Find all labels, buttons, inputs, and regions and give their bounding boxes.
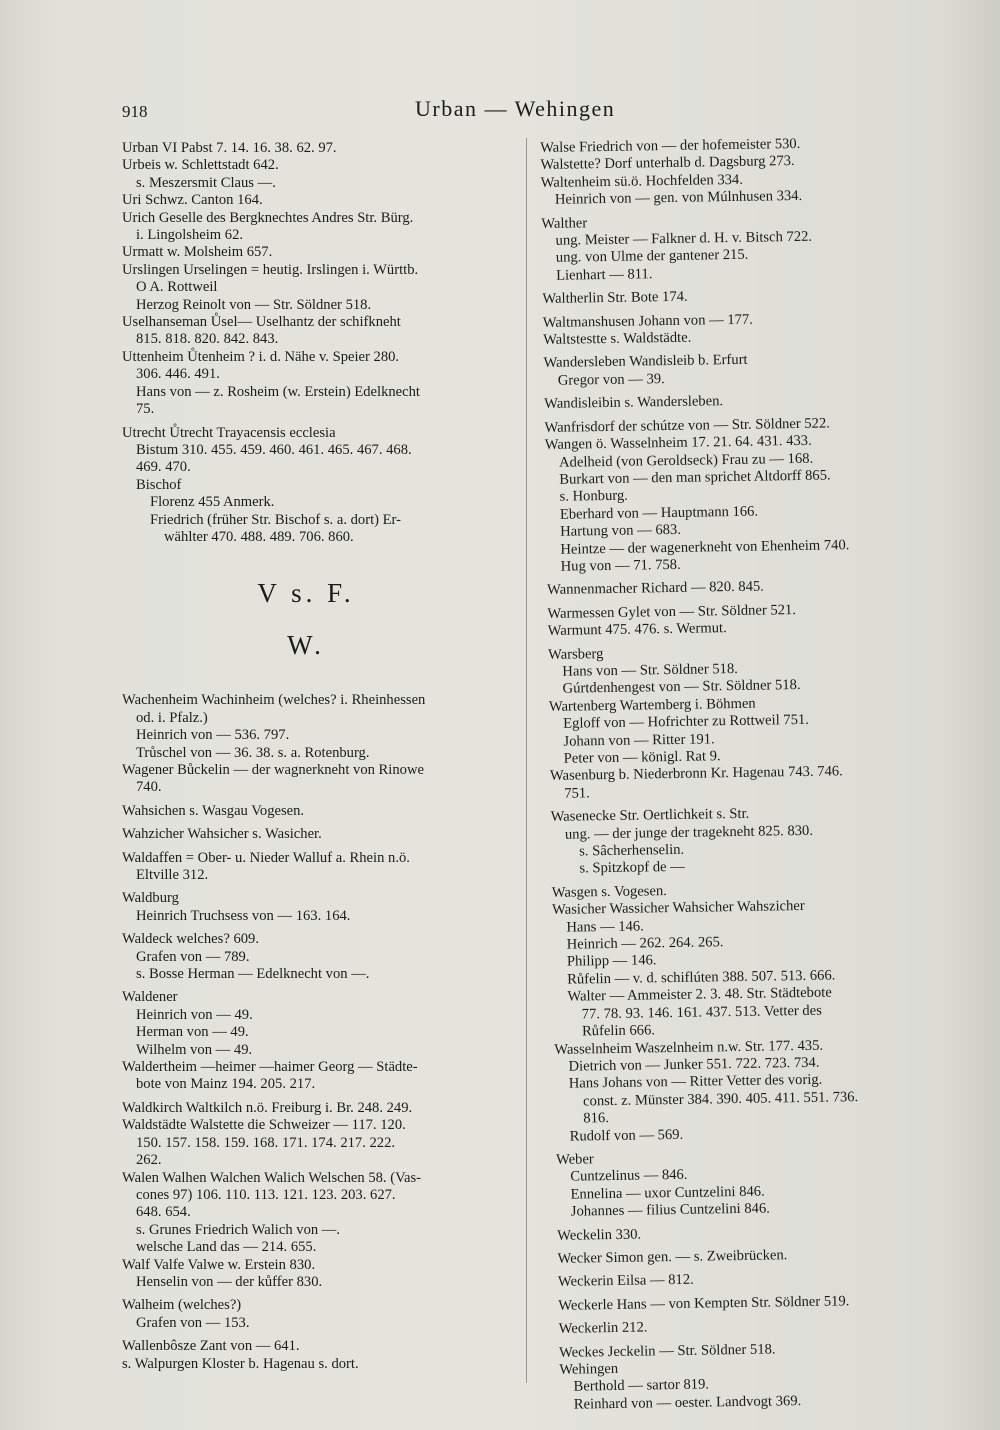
index-subentry: Wilhelm von — 49. <box>136 1041 253 1058</box>
index-entry: Waltherlin Str. Bote 174. <box>542 288 688 308</box>
index-subentry: Hans von — z. Rosheim (w. Erstein) Edelknecht <box>136 383 420 400</box>
index-subentry: Trůschel von — 36. 38. s. a. Rotenburg. <box>136 744 370 761</box>
index-subentry: Eberhard von — Hauptmann 166. <box>559 503 759 523</box>
index-entries-w-continued <box>540 134 965 1414</box>
index-subentry: Rudolf von — 569. <box>569 1126 684 1145</box>
index-subentry: Herman von — 49. <box>136 1024 249 1041</box>
index-entry: Weckerlin 212. <box>558 1319 648 1338</box>
index-entry: Weckerle Hans — von Kempten Str. Söldner 519. <box>558 1293 850 1314</box>
index-entry: Walther <box>541 214 588 232</box>
index-subentry: O A. Rottweil <box>136 279 218 296</box>
index-subentry: Lienhart — 811. <box>556 266 653 284</box>
column-divider <box>526 138 527 1383</box>
index-subentry: ung. von Ulme der gantener 215. <box>555 247 749 267</box>
index-subentry: Henselin von — der kůffer 830. <box>136 1273 323 1290</box>
index-entry: Utrecht Ůtrecht Trayacensis ecclesia <box>122 424 336 441</box>
index-entry: Wahzicher Wahsicher s. Wasicher. <box>122 826 322 843</box>
index-entry: Wandisleibin s. Wandersleben. <box>544 393 724 413</box>
index-subentry: Růfelin 666. <box>581 1022 656 1040</box>
index-subentry: ung. — der junge der tragekneht 825. 830. <box>564 822 814 843</box>
index-entry: Waltenheim sü.ö. Hochfelden 334. <box>540 171 744 191</box>
index-entry: Walen Walhen Walchen Walich Welschen 58. (Vas- <box>122 1169 422 1186</box>
index-entry: Wehingen <box>559 1360 619 1378</box>
right-column <box>540 134 965 1414</box>
index-entry: Warmunt 475. 476. s. Wermut. <box>547 620 727 640</box>
running-title: Urban — Wehingen <box>415 96 616 121</box>
index-entry: Waltmanshusen Johann von — 177. <box>542 311 753 331</box>
index-subentry: wählter 470. 488. 489. 706. 860. <box>164 528 354 545</box>
index-entry: Weckes Jeckelin — Str. Söldner 518. <box>558 1341 776 1361</box>
index-subentry: Heinrich Truchsess von — 163. 164. <box>136 907 351 924</box>
index-entry: Wannenmacher Richard — 820. 845. <box>546 578 765 599</box>
index-subentry: const. z. Münster 384. 390. 405. 411. 551. 736. <box>582 1088 859 1110</box>
index-entry: Wasgen s. Vogesen. <box>551 882 667 901</box>
index-subentry: Reinhard von — oester. Landvogt 369. <box>573 1392 802 1413</box>
index-entry: Urban VI Pabst 7. 14. 16. 38. 62. 97. <box>122 140 337 156</box>
index-entry: Weckelin 330. <box>557 1226 642 1244</box>
index-entry: Weber <box>555 1151 594 1168</box>
index-subentry: 77. 78. 93. 146. 161. 437. 513. Vetter des <box>581 1002 822 1023</box>
index-subentry: Hug von — 71. 758. <box>560 556 681 575</box>
index-subentry: s. Honburg. <box>559 487 628 506</box>
index-subentry: 815. 818. 820. 842. 843. <box>136 331 279 348</box>
index-subentry: 751. <box>564 785 590 802</box>
index-entries-w <box>122 692 520 1373</box>
index-entry: Wallenbôsze Zant von — 641. <box>122 1338 300 1355</box>
index-subentry: Hartung von — 683. <box>560 521 682 540</box>
index-subentry: cones 97) 106. 110. 113. 121. 123. 203. 627. <box>136 1186 396 1203</box>
left-column <box>122 140 520 1373</box>
index-entry: Wachenheim Wachinheim (welches? i. Rheinhessen <box>122 692 426 709</box>
index-subentry: Gregor von — 39. <box>557 370 665 389</box>
index-entry: Waldertheim —heimer —haimer Georg — Städte- <box>122 1059 418 1076</box>
index-subentry: s. Grunes Friedrich Walich von —. <box>136 1221 341 1238</box>
index-subentry: 306. 446. 491. <box>136 366 220 383</box>
index-subentry: Walter — Ammeister 2. 3. 48. Str. Städtebote <box>567 984 832 1005</box>
index-subentry: Eltville 312. <box>136 867 209 883</box>
index-subentry: Berthold — sartor 819. <box>573 1376 710 1396</box>
index-subentry: 648. 654. <box>136 1204 191 1221</box>
index-subentry: i. Lingolsheim 62. <box>136 227 244 244</box>
index-entry: Wangen ö. Wasselnheim 17. 21. 64. 431. 433. <box>544 432 812 454</box>
index-entry: Waldstädte Walstette die Schweizer — 117. 120. <box>122 1117 406 1134</box>
index-subentry: 740. <box>136 779 162 796</box>
index-entry: Waldaffen = Ober- u. Nieder Walluf a. Rhein n.ö. <box>122 849 410 866</box>
index-subentry: bote von Mainz 194. 205. 217. <box>136 1076 316 1093</box>
index-entry: Wahsichen s. Wasgau Vogesen. <box>122 802 305 819</box>
index-entry: Walse Friedrich von — der hofemeister 530. <box>540 135 801 156</box>
index-subentry: ung. Meister — Falkner d. H. v. Bitsch 722. <box>555 228 813 249</box>
index-subentry: 75. <box>136 401 155 418</box>
index-subentry: Grafen von — 153. <box>136 1314 250 1331</box>
index-subentry: Dietrich von — Junker 551. 722. 723. 734. <box>568 1054 820 1075</box>
index-subentry: Heinrich von — gen. von Múlnhusen 334. <box>554 188 803 208</box>
index-entry: Walheim (welches?) <box>122 1297 242 1314</box>
index-subentry: Johann von — Ritter 191. <box>563 730 715 750</box>
letter-heading-w: W. <box>287 630 325 661</box>
index-entry: Walstette? Dorf unterhalb d. Dagsburg 273. <box>540 153 795 174</box>
index-entry: Uselhanseman Ůsel— Uselhantz der schifkneht <box>122 314 401 331</box>
index-subentry: Růfelin — v. d. schiflúten 388. 507. 513. 666. <box>567 967 836 988</box>
index-entry: Waltstestte s. Waldstädte. <box>543 329 692 349</box>
index-entries-u <box>122 140 520 546</box>
index-subentry: Hans Johans von — Ritter Vetter des vorig. <box>568 1071 823 1092</box>
page-number: 918 <box>122 102 148 121</box>
index-subentry: 816. <box>583 1110 610 1127</box>
index-subentry: Peter von — königl. Rat 9. <box>563 748 721 767</box>
index-subentry: Heintze — der wagenerkneht von Ehenheim 740. <box>560 536 850 558</box>
index-entry: Wasenecke Str. Oertlichkeit s. Str. <box>550 806 750 826</box>
index-entry: Waldkirch Waltkilch n.ö. Freiburg i. Br. 248. 249. <box>122 1099 413 1116</box>
section-heading-v: V s. F. <box>257 578 355 609</box>
index-subentry: Friedrich (früher Str. Bischof s. a. dort) Er- <box>150 511 401 528</box>
index-entry: Weckerin Eilsa — 812. <box>557 1272 694 1291</box>
index-subentry: Bischof <box>136 476 182 493</box>
index-subentry: Florenz 455 Anmerk. <box>150 494 275 511</box>
index-subentry: Grafen von — 789. <box>136 948 250 965</box>
index-subentry: 469. 470. <box>136 459 191 476</box>
index-subentry: Egloff von — Hofrichter zu Rottweil 751. <box>563 712 810 732</box>
index-subentry: Ennelina — uxor Cuntzelini 846. <box>570 1183 765 1203</box>
index-entry: Wandersleben Wandisleib b. Erfurt <box>543 352 748 372</box>
index-subentry: s. Sâcherhenselin. <box>579 841 685 860</box>
index-entry: Urich Geselle des Bergknechtes Andres Str. Bürg. <box>122 209 414 226</box>
index-entry: Waldburg <box>122 890 179 907</box>
index-subentry: Herzog Reinolt von — Str. Söldner 518. <box>136 296 372 313</box>
index-entry: Warsberg <box>547 645 604 663</box>
index-subentry: Bistum 310. 455. 459. 460. 461. 465. 467. 468. <box>136 441 412 458</box>
index-subentry: s. Bosse Herman — Edelknecht von —. <box>136 966 370 983</box>
index-subentry: Gúrtdenhengest von — Str. Söldner 518. <box>562 677 801 698</box>
index-entry: Wartenberg Wartemberg i. Böhmen <box>548 695 756 715</box>
index-entry: Walf Valfe Valwe w. Erstein 830. <box>122 1256 316 1273</box>
index-subentry: Heinrich — 262. 264. 265. <box>566 934 724 953</box>
index-subentry: Burkart von — den man sprichet Altdorff 865. <box>559 467 831 488</box>
index-subentry: 262. <box>136 1152 162 1169</box>
index-subentry: od. i. Pfalz.) <box>136 709 208 726</box>
index-entry: Warmessen Gylet von — Str. Söldner 521. <box>547 601 797 622</box>
index-subentry: Johannes — filius Cuntzelini 846. <box>570 1200 770 1220</box>
index-entry: Urslingen Urselingen = heutig. Irslingen i. Württb. <box>122 261 419 278</box>
index-entry: Wasicher Wassicher Wahsicher Wahszicher <box>551 898 805 919</box>
index-entry: Wasselnheim Waszelnheim n.w. Str. 177. 435. <box>554 1037 824 1058</box>
index-entry: Wecker Simon gen. — s. Zweibrücken. <box>557 1247 788 1267</box>
index-entry: Wanfrisdorf der schútze von — Str. Söldner 522. <box>544 415 830 436</box>
index-subentry: welsche Land das — 214. 655. <box>136 1239 317 1256</box>
index-subentry: Heinrich von — 536. 797. <box>136 727 290 744</box>
index-entry: Urbeis w. Schlettstadt 642. <box>122 157 279 174</box>
index-subentry: Adelheid (von Geroldseck) Frau zu — 168. <box>558 450 814 471</box>
index-subentry: Hans — 146. <box>566 918 644 936</box>
index-entry: Uri Schwz. Canton 164. <box>122 192 263 209</box>
index-subentry: Cuntzelinus — 846. <box>570 1167 688 1185</box>
index-entry: Waldener <box>122 989 178 1006</box>
index-entry: Uttenheim Ůtenheim ? i. d. Nähe v. Speier 280. <box>122 348 400 365</box>
index-subentry: Heinrich von — 49. <box>136 1006 253 1023</box>
index-entry: Wasenburg b. Niederbronn Kr. Hagenau 743. 746. <box>549 763 843 785</box>
index-entry: Urmatt w. Molsheim 657. <box>122 244 273 261</box>
index-subentry: Hans von — Str. Söldner 518. <box>562 660 738 680</box>
index-subentry: s. Meszersmit Claus —. <box>136 174 276 191</box>
index-subentry: Philipp — 146. <box>566 952 657 971</box>
index-subentry: 150. 157. 158. 159. 168. 171. 174. 217. 222. <box>136 1134 396 1151</box>
index-entry: s. Walpurgen Kloster b. Hagenau s. dort. <box>122 1355 359 1372</box>
index-entry: Wagener Bůckelin — der wagnerkneht von Rinowe <box>122 761 424 778</box>
index-entry: Waldeck welches? 609. <box>122 931 260 948</box>
index-subentry: s. Spitzkopf de — <box>579 859 685 877</box>
